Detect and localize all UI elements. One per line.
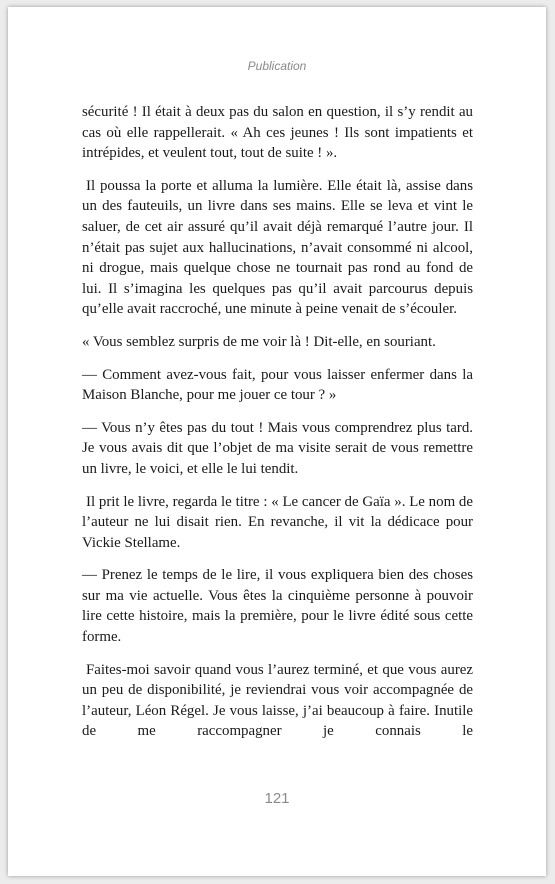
- paragraph: Faites-moi savoir quand vous l’aurez terminé, et que vous aurez un peu de disponibilité, je reviendrai vous voir accompagnée de l’auteur, Léon Régel. Je vous laisse, j’ai beaucoup à faire. Inutile de me raccompagner je connais le: [82, 661, 473, 740]
- paragraph: — Vous n’y êtes pas du tout ! Mais vous comprendrez plus tard. Je vous avais dit que l’objet de ma visite serait de vous remettre un livre, le voici, et elle le lui tendit.: [82, 419, 473, 477]
- paragraph: — Prenez le temps de le lire, il vous expliquera bien des choses sur ma vie actuelle. Vous êtes la cinquième personne à pouvoir lire cette histoire, mais la première, pour le livre édité sous cette forme.: [82, 567, 473, 646]
- paragraph: sécurité ! Il était à deux pas du salon en question, il s’y rendit au cas où elle rappellerait. « Ah ces jeunes ! Ils sont impatients et intrépides, et veulent tout, tout de suite ! ».: [82, 104, 473, 162]
- page-number: 121: [264, 790, 290, 807]
- running-header: Publication: [247, 59, 307, 73]
- paragraph: Il prit le livre, regarda le titre : « Le cancer de Gaïa ». Le nom de l’auteur ne lui disait rien. En revanche, il vit la dédicace pour Vickie Stellame.: [82, 493, 473, 551]
- body-text: [82, 102, 473, 742]
- paragraph: Il poussa la porte et alluma la lumière. Elle était là, assise dans un des fauteuils, un livre dans ses mains. Elle se leva et vint le saluer, de cet air assuré qu’il avait déjà remarqué l’autre jour. Il n’était pas sujet aux hallucinations, n’avait consommé ni alcool, ni drogue, mais quelque chose ne tournait pas rond au fond de lui. Il s’imagina les quelques pas qu’il avait parcourus depuis qu’elle avait raccroché, une minute à peine venait de s’écouler.: [82, 177, 473, 318]
- book-page: [8, 7, 546, 876]
- paragraph: — Comment avez-vous fait, pour vous laisser enfermer dans la Maison Blanche, pour me jouer ce tour ? »: [82, 366, 473, 404]
- paragraph: « Vous semblez surpris de me voir là ! Dit-elle, en souriant.: [82, 333, 436, 350]
